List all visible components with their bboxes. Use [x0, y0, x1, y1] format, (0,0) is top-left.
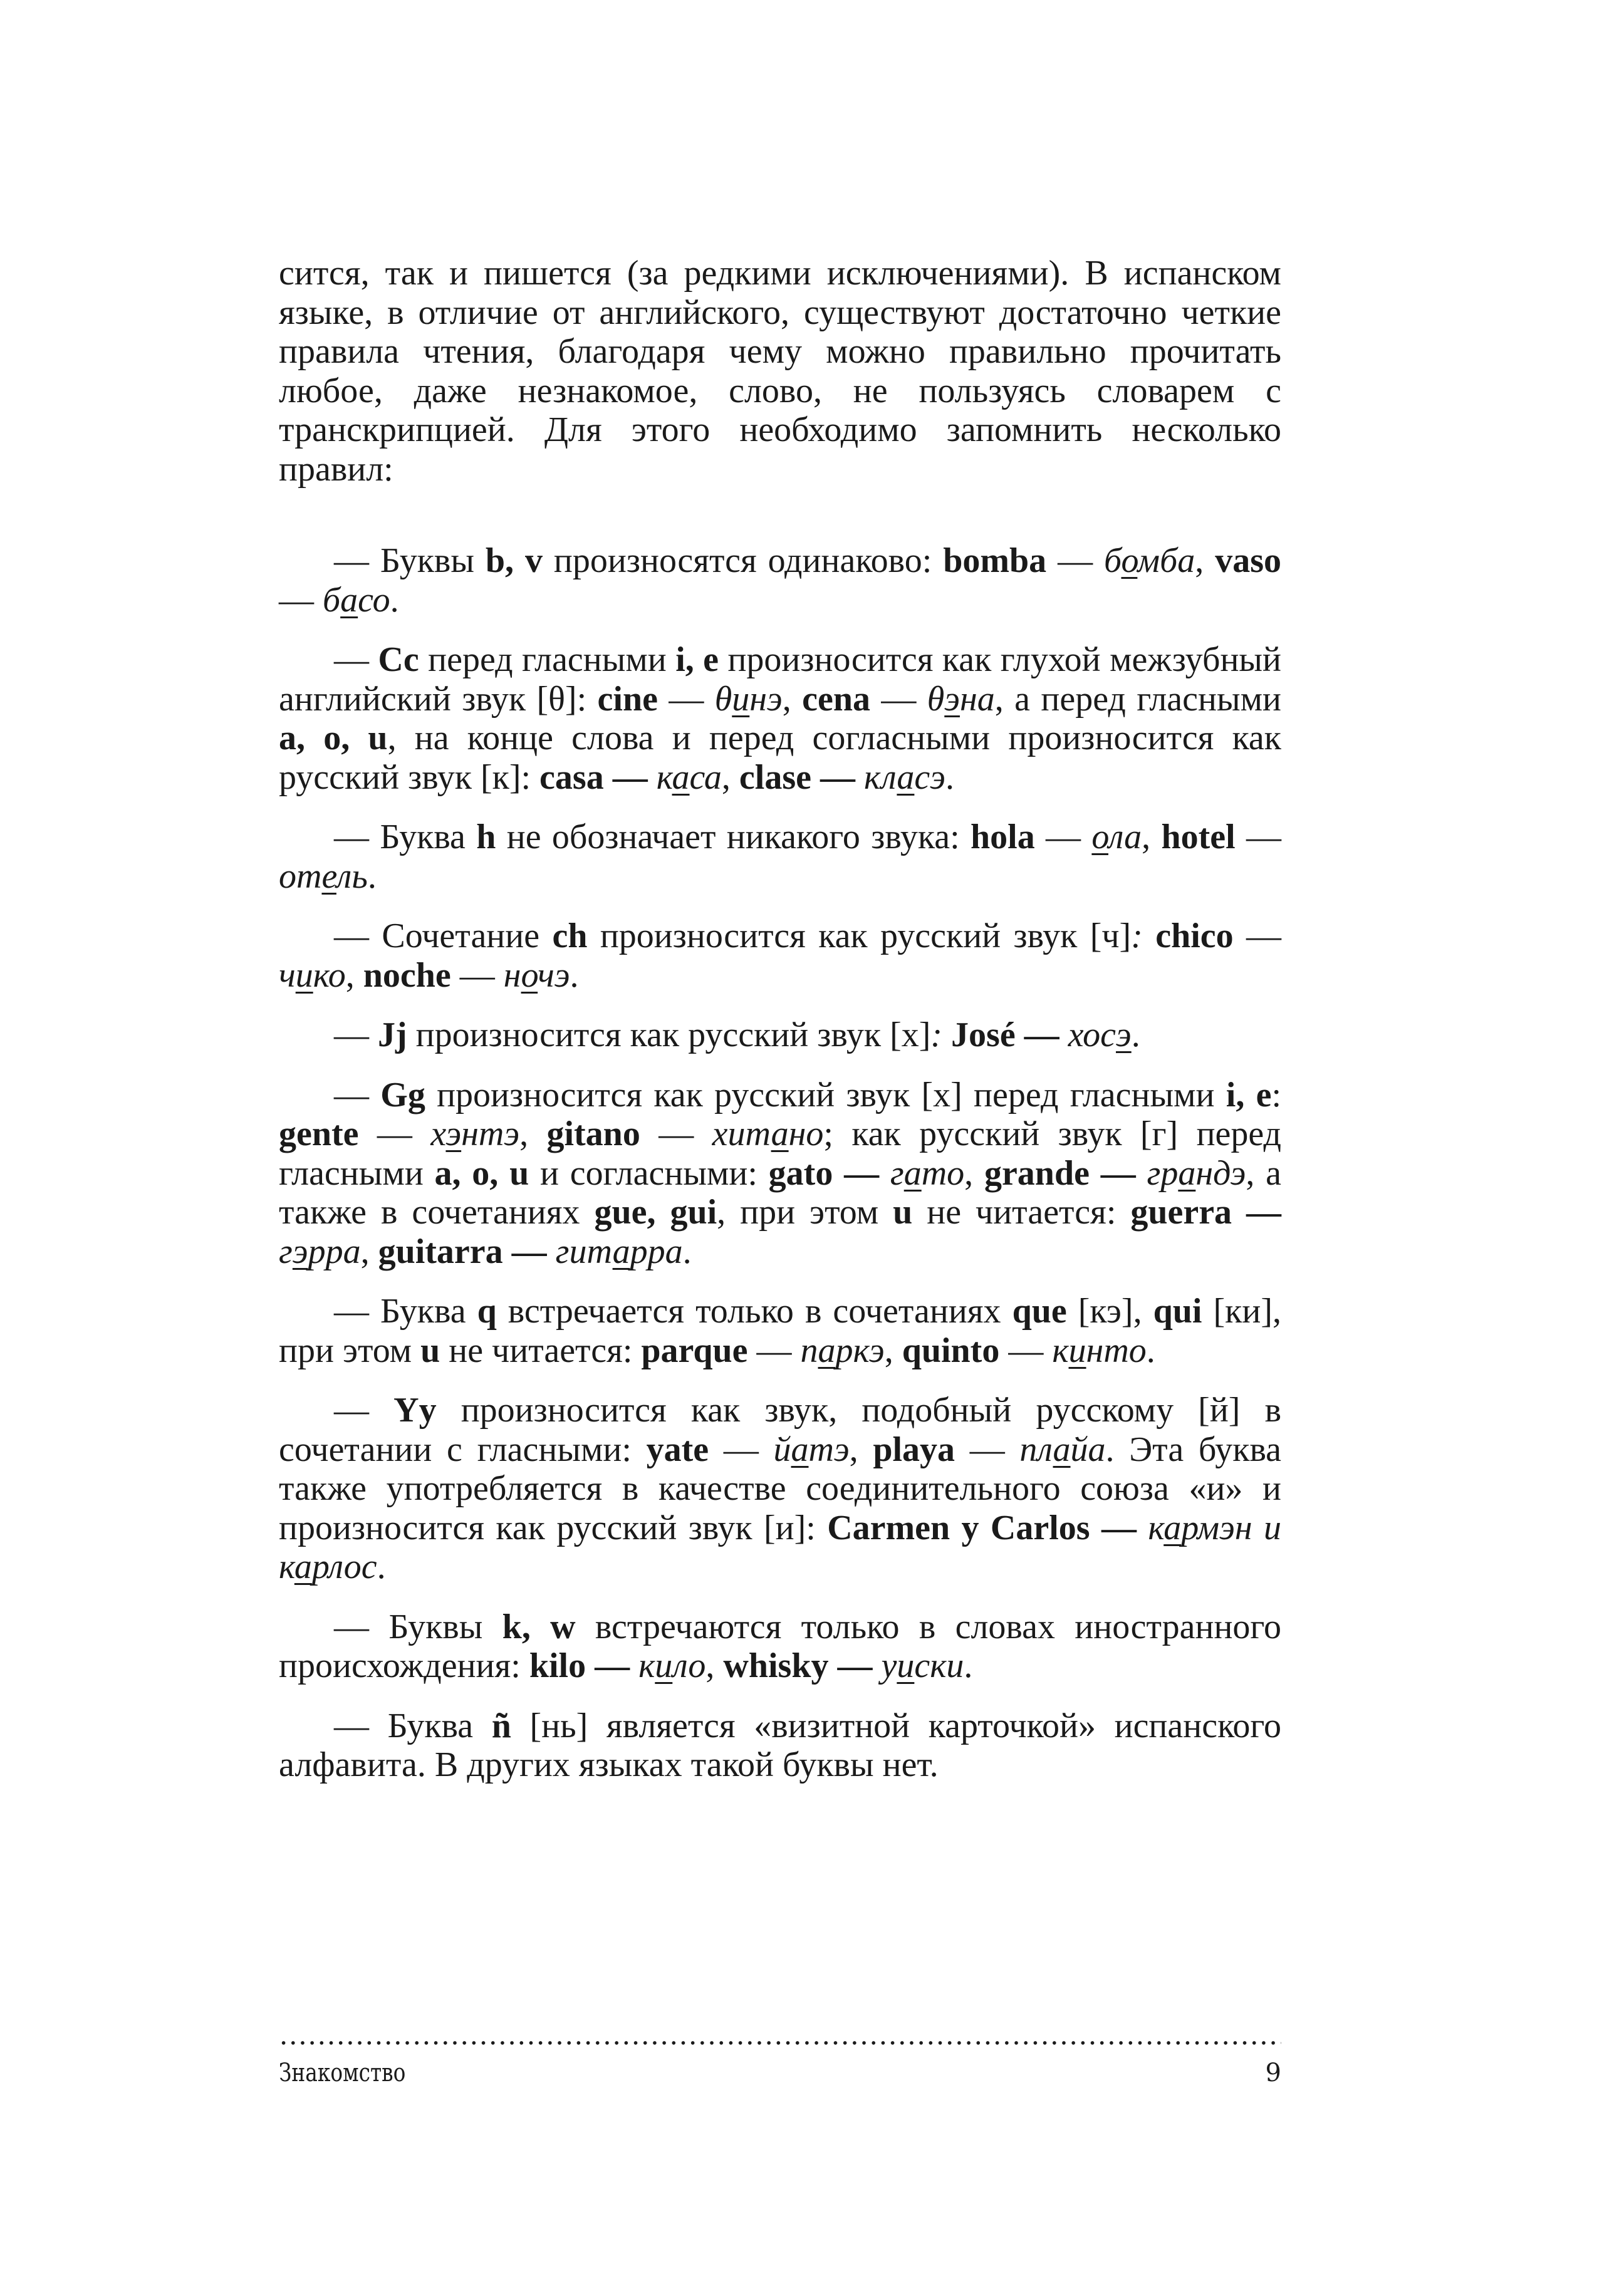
transcription: со: [358, 580, 390, 620]
transcription: ч: [279, 955, 296, 995]
spanish-term: grande —: [984, 1153, 1136, 1193]
text-run: —: [1233, 917, 1282, 955]
text-run: —: [657, 679, 715, 719]
text-run: [630, 1646, 638, 1685]
transcription: на: [959, 679, 995, 719]
text-run: —: [870, 679, 927, 719]
stressed-vowel: а: [771, 1114, 789, 1153]
spanish-term: vaso: [1215, 541, 1281, 580]
stressed-vowel: а: [1178, 1153, 1196, 1193]
rule-paragraph: [279, 1706, 1281, 1785]
transcription: нэ: [749, 679, 783, 719]
spanish-term: i, e: [675, 640, 719, 679]
text-run: .: [1146, 1331, 1155, 1370]
text-run: [547, 1232, 556, 1271]
spanish-term: clase —: [739, 757, 855, 797]
rule-paragraph: [279, 917, 1281, 995]
text-run: — Буква: [334, 1706, 492, 1745]
text-run: ,: [1195, 541, 1215, 580]
spanish-term: gitano: [546, 1114, 640, 1153]
text-run: [нь] является «визитной карточкой» испанского алфавита. В других языках такой буквы нет.: [279, 1706, 1282, 1784]
text-run: встречаются только в словах иностранного происхождения:: [279, 1607, 1281, 1685]
spanish-term: playa: [873, 1430, 955, 1469]
stressed-vowel: э: [445, 1114, 462, 1153]
transcription: нтэ: [461, 1114, 520, 1153]
text-run: ,: [721, 757, 739, 797]
text-run: [ки], при этом: [279, 1292, 1281, 1370]
text-run: [1143, 917, 1155, 955]
rule-paragraph: [279, 1608, 1281, 1686]
text-run: .: [1131, 1016, 1140, 1054]
transcription: ркэ: [835, 1331, 885, 1370]
stressed-vowel: а: [294, 1547, 312, 1586]
text-run: — Сочетание: [334, 917, 553, 955]
text-run: ,: [705, 1646, 724, 1685]
text-run: —: [334, 640, 378, 679]
spanish-term: ñ: [491, 1706, 511, 1745]
text-run: —: [747, 1331, 801, 1370]
spanish-term: guerra —: [1130, 1193, 1282, 1232]
text-run: .: [377, 1547, 386, 1586]
text-run: — Буква: [334, 1292, 477, 1331]
text-run: —: [279, 580, 323, 620]
transcription: ски: [914, 1646, 964, 1685]
spanish-term: Cc: [378, 640, 419, 679]
text-run: [855, 758, 864, 797]
spanish-term: a, o, u: [279, 719, 388, 757]
text-run: ,: [964, 1153, 984, 1193]
running-title: Знакомство: [279, 2059, 406, 2087]
transcription: кл: [863, 757, 897, 797]
text-run: .: [570, 955, 579, 995]
text-run: перед гласными: [419, 640, 676, 679]
stressed-vowel: а: [1053, 1430, 1071, 1469]
transcription: к: [638, 1646, 655, 1685]
rule-paragraph: [279, 1076, 1281, 1272]
spanish-term: casa —: [539, 757, 648, 797]
text-run: — Буква: [334, 818, 477, 856]
text-run: — Буквы: [334, 541, 486, 580]
transcription: б: [1104, 541, 1122, 580]
stressed-vowel: е: [321, 856, 336, 896]
page-footer: [279, 2057, 1281, 2089]
text-run: , а также в сочетаниях: [279, 1153, 1282, 1232]
text-run: не читается:: [440, 1331, 642, 1370]
transcription: х: [430, 1114, 446, 1153]
transcription: хит: [712, 1114, 771, 1153]
text-run: —: [334, 1075, 381, 1114]
text-run: , а перед гласными: [994, 679, 1281, 719]
stressed-vowel: а: [1163, 1508, 1182, 1547]
transcription: гр: [1147, 1153, 1179, 1193]
stressed-vowel: о: [1091, 818, 1108, 856]
transcription: са: [689, 757, 722, 797]
text-run: .: [945, 757, 954, 797]
text-run: не читается:: [912, 1193, 1131, 1232]
rule-paragraph: [279, 1016, 1281, 1055]
stressed-vowel: и: [732, 679, 750, 719]
transcription: то: [921, 1153, 965, 1193]
spanish-term: gue, gui: [594, 1193, 717, 1232]
spanish-term: hola: [970, 818, 1035, 856]
transcription: :: [930, 1016, 943, 1054]
text-run: —: [1235, 818, 1281, 856]
transcription: от: [279, 856, 322, 896]
stressed-vowel: э: [1116, 1016, 1132, 1054]
text-run: , при этом: [717, 1193, 893, 1232]
transcription: тэ: [808, 1430, 850, 1469]
transcription: ндэ: [1195, 1153, 1246, 1193]
spanish-term: k, w: [502, 1607, 576, 1646]
transcription: чэ: [538, 955, 570, 995]
stressed-vowel: э: [292, 1232, 308, 1271]
reading-rules-list: [279, 541, 1281, 1785]
text-run: .: [682, 1232, 692, 1271]
transcription: рлос: [311, 1547, 377, 1586]
spanish-term: Yy: [393, 1391, 437, 1430]
transcription: п: [800, 1331, 818, 1370]
spanish-term: Jj: [378, 1016, 407, 1054]
spanish-term: u: [893, 1193, 913, 1232]
text-run: ,: [849, 1430, 873, 1469]
stressed-vowel: а: [897, 757, 915, 797]
stressed-vowel: и: [1068, 1331, 1086, 1370]
body-text: [279, 254, 1281, 1805]
transcription: но: [788, 1114, 824, 1153]
spanish-term: a, o, u: [434, 1153, 529, 1193]
transcription: н: [503, 955, 521, 995]
transcription: θ: [927, 679, 945, 719]
transcription: ла: [1108, 818, 1142, 856]
spanish-term: u: [420, 1331, 440, 1370]
stressed-vowel: а: [791, 1430, 809, 1469]
text-run: произносятся одинаково:: [542, 541, 944, 580]
stressed-vowel: и: [655, 1646, 673, 1685]
stressed-vowel: и: [295, 955, 313, 995]
text-run: .: [367, 856, 377, 896]
spanish-term: i, e: [1226, 1075, 1272, 1114]
spanish-term: q: [477, 1292, 497, 1331]
transcription: ко: [313, 955, 346, 995]
stressed-vowel: о: [1121, 541, 1138, 580]
text-run: [1059, 1016, 1068, 1054]
spanish-term: Gg: [380, 1075, 425, 1114]
spanish-term: ch: [552, 917, 588, 955]
transcription: рра: [630, 1232, 683, 1271]
spanish-term: qui: [1153, 1292, 1202, 1331]
text-run: — Буквы: [334, 1607, 502, 1646]
text-run: ,: [519, 1114, 547, 1153]
stressed-vowel: э: [944, 679, 960, 719]
transcription: й: [773, 1430, 791, 1469]
spanish-term: whisky —: [723, 1646, 873, 1685]
spanish-term: h: [476, 818, 496, 856]
text-run: . Эта буква также употребляется в качестве соединительного союза «и» и произносится как русский звук [и]:: [279, 1430, 1281, 1547]
transcription: рмэн и к: [279, 1508, 1282, 1586]
text-run: .: [390, 580, 399, 620]
text-run: —: [1046, 541, 1105, 580]
spanish-term: kilo —: [529, 1646, 630, 1685]
text-run: —: [334, 1391, 394, 1430]
text-run: встречается только в сочетаниях: [496, 1292, 1012, 1331]
text-run: [873, 1646, 882, 1685]
spanish-term: gente: [279, 1114, 359, 1153]
text-run: [1137, 1509, 1148, 1547]
rule-paragraph: [279, 1292, 1281, 1370]
text-run: ,: [884, 1331, 902, 1370]
text-run: ; как русский звук [г] перед гласными: [279, 1114, 1282, 1193]
spanish-term: parque: [641, 1331, 748, 1370]
rule-paragraph: [279, 640, 1281, 797]
spanish-term: noche: [363, 955, 451, 995]
text-run: произносится как глухой межзубный английский звук [θ]:: [279, 640, 1282, 719]
stressed-vowel: а: [903, 1153, 922, 1193]
stressed-vowel: о: [521, 955, 538, 995]
text-run: , на конце слова и перед согласными произносится как русский звук [к]:: [279, 719, 1281, 797]
spanish-term: yate: [646, 1430, 709, 1469]
text-run: —: [640, 1114, 712, 1153]
footer-dotted-rule: [279, 2041, 1281, 2045]
transcription: гит: [555, 1232, 613, 1271]
text-run: ,: [345, 955, 363, 995]
spanish-term: hotel: [1161, 818, 1236, 856]
transcription: ло: [672, 1646, 706, 1685]
intro-paragraph: сится, так и пишется (за редкими исключениями). В испанском языке, в отличие от английского, существуют достаточно четкие правила чтения, благодаря чему можно правильно прочитать любое, даже незнакомое, слово, не пользуясь словарем с транскрипцией. Для этого необходимо запомнить несколько правил:: [279, 254, 1281, 489]
text-run: —: [709, 1430, 774, 1469]
rule-paragraph: [279, 1391, 1281, 1587]
text-run: [кэ],: [1066, 1292, 1153, 1331]
transcription: θ: [714, 679, 732, 719]
transcription: б: [323, 580, 341, 620]
text-run: [942, 1016, 951, 1054]
stressed-vowel: а: [818, 1331, 836, 1370]
transcription: к: [1148, 1508, 1164, 1547]
spanish-term: b, v: [485, 541, 543, 580]
transcription: у: [881, 1646, 897, 1685]
text-run: —: [1034, 818, 1092, 856]
text-run: [648, 758, 657, 797]
transcription: йа: [1070, 1430, 1106, 1469]
rule-paragraph: [279, 541, 1281, 620]
spanish-term: Carmen y Carlos —: [827, 1508, 1137, 1547]
text-run: произносится как звук, подобный русскому [й] в сочетании с гласными:: [279, 1391, 1282, 1469]
spanish-term: cine: [597, 679, 658, 719]
text-run: —: [955, 1430, 1020, 1469]
text-run: .: [964, 1646, 973, 1685]
text-run: :: [1271, 1075, 1282, 1114]
stressed-vowel: а: [340, 580, 358, 620]
transcription: :: [1131, 917, 1143, 955]
text-run: произносится как русский звук [х] перед гласными: [425, 1075, 1226, 1114]
transcription: к: [1052, 1331, 1069, 1370]
spanish-term: José —: [951, 1016, 1059, 1054]
page-number: 9: [1265, 2059, 1281, 2087]
transcription: к: [656, 757, 672, 797]
text-run: и согласными:: [529, 1153, 769, 1193]
transcription: пл: [1019, 1430, 1053, 1469]
text-run: —: [999, 1331, 1053, 1370]
transcription: г: [890, 1153, 904, 1193]
spanish-term: guitarra —: [378, 1232, 547, 1271]
text-run: ,: [360, 1232, 378, 1271]
transcription: ль: [336, 856, 368, 896]
spanish-term: que: [1012, 1292, 1067, 1331]
text-run: [1136, 1154, 1147, 1193]
stressed-vowel: а: [672, 757, 690, 797]
spanish-term: chico: [1155, 917, 1234, 955]
text-run: —: [358, 1114, 431, 1153]
text-run: не обозначает никакого звука:: [496, 818, 971, 856]
text-run: произносится как русский звук [х]: [407, 1016, 931, 1054]
text-run: ,: [1142, 818, 1162, 856]
transcription: хос: [1068, 1016, 1116, 1054]
rule-paragraph: [279, 818, 1281, 896]
spanish-term: cena: [802, 679, 870, 719]
spanish-term: gato —: [768, 1153, 880, 1193]
transcription: мба: [1137, 541, 1195, 580]
stressed-vowel: и: [897, 1646, 915, 1685]
text-run: произносится как русский звук [ч]: [587, 917, 1132, 955]
text-run: —: [450, 955, 504, 995]
transcription: нто: [1086, 1331, 1147, 1370]
spanish-term: quinto: [902, 1331, 1000, 1370]
text-run: ,: [782, 679, 803, 719]
text-run: [879, 1154, 890, 1193]
stressed-vowel: а: [612, 1232, 630, 1271]
transcription: сэ: [914, 757, 945, 797]
transcription: рра: [308, 1232, 361, 1271]
transcription: г: [279, 1232, 293, 1271]
spanish-term: bomba: [943, 541, 1047, 580]
text-run: —: [334, 1016, 378, 1054]
